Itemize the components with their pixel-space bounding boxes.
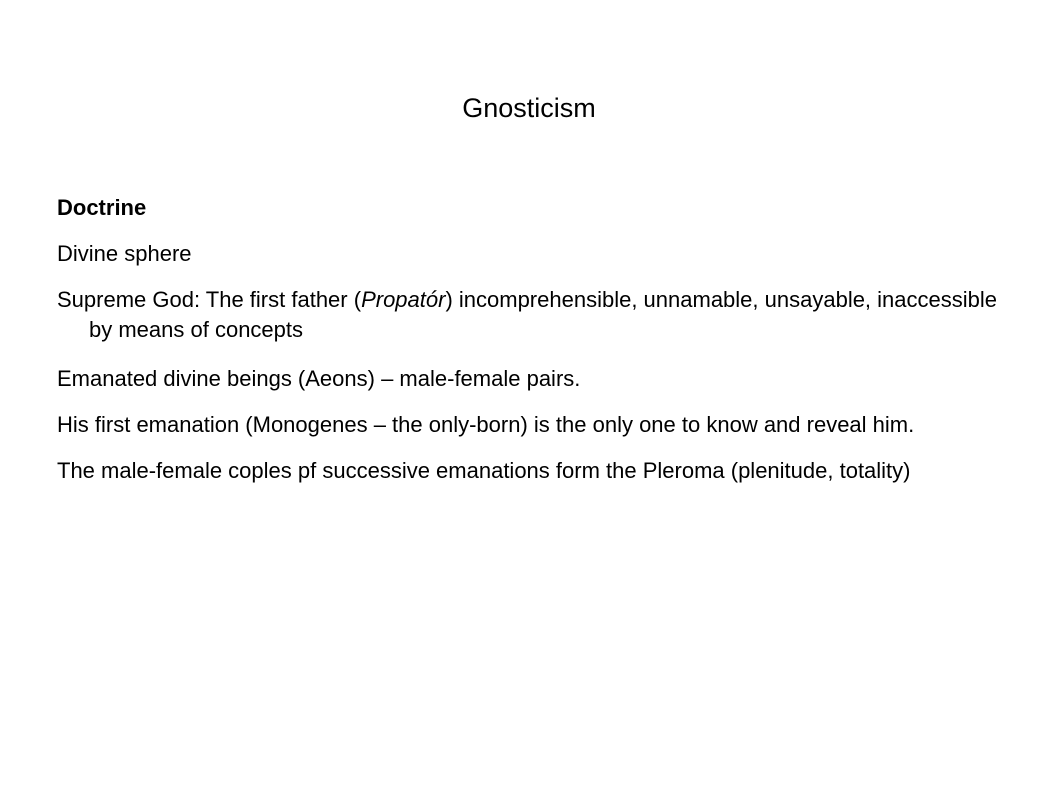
paragraph-supreme-god <box>57 285 1017 345</box>
paragraph-divine-sphere: Divine sphere <box>57 241 192 266</box>
paragraph-pleroma: The male-female coples pf successive emanations form the Pleroma (plenitude, totality) <box>57 458 911 483</box>
section-heading: Doctrine <box>57 195 147 220</box>
paragraph-supreme-god-after: ) incomprehensible, unnamable, unsayable, inaccessible by means of concepts <box>89 287 997 342</box>
propator-term: Propatór <box>361 287 446 312</box>
paragraph-supreme-god-before: Supreme God: The first father ( <box>57 287 362 312</box>
slide-title: Gnosticism <box>462 93 596 123</box>
paragraph-aeons: Emanated divine beings (Aeons) – male-female pairs. <box>57 366 581 391</box>
paragraph-monogenes: His first emanation (Monogenes – the only-born) is the only one to know and reveal him. <box>57 412 915 437</box>
slide-body <box>57 193 1017 505</box>
